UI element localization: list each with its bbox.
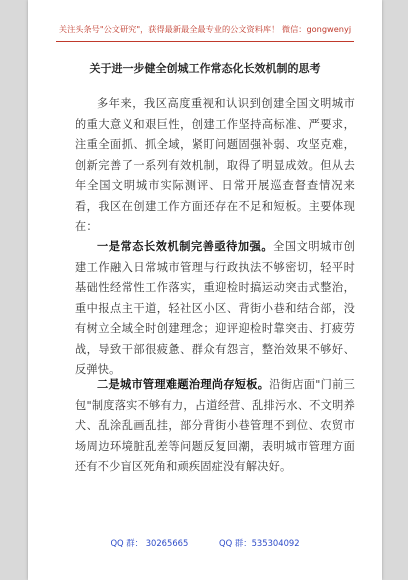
paragraph-point-two: [75, 374, 355, 478]
paragraph-text: 全国文明城市创建工作融入日常城市管理与行政执法不够密切，轻平时基础性经常性工作落实，重迎检时搞运动突击式整治，重中报点主干道，轻社区小区、背街小巷和结合部，没有树立全域全时创建理念；迎评迎检时靠突击、打疲劳战，导致干部很疲惫、群众有怨言，整治效果不够好、反弹快。: [75, 240, 355, 376]
paragraph-intro: [75, 94, 355, 238]
header-divider: [56, 41, 354, 42]
footer-qq-group-2: QQ 群：535304092: [219, 538, 300, 548]
footer-contact: [28, 537, 382, 549]
header-banner: 关注头条号"公文研究"，获得最新最全最专业的公文资料库！ 微信：gongwenyj: [58, 24, 352, 34]
document-page: [28, 0, 382, 580]
paragraph-text: 沿街店面"门前三包"制度落实不够有力，占道经营、乱排污水、不文明养犬、乱涂乱画乱挂，部分背街小巷管理不到位、农贸市场周边环境脏乱差等问题反复回潮，表明城市管理方面还有不少盲区死角和顽疾固症没有解决好。: [75, 378, 355, 473]
paragraph-point-one: [75, 236, 355, 381]
footer-qq-group-1: QQ 群： 30265665: [110, 538, 189, 548]
paragraph-text: 多年来，我区高度重视和认识到创建全国文明城市的重大意义和艰巨性，创建工作坚持高标准、严要求，注重全面抓、抓全域，紧盯问题固强补弱、攻坚克难，创新完善了一系列有效机制，取得了明显成效。但从去年全国文明城市实际测评、日常开展巡查督查情况来看，我区在创建工作方面还存在不足和短板。主要体现在：: [75, 97, 355, 233]
paragraph-lead: 二是城市管理难题治理尚存短板。: [97, 377, 270, 391]
paragraph-lead: 一是常态长效机制完善亟待加强。: [97, 239, 274, 253]
document-title: 关于进一步健全创城工作常态化长效机制的思考: [89, 62, 321, 75]
